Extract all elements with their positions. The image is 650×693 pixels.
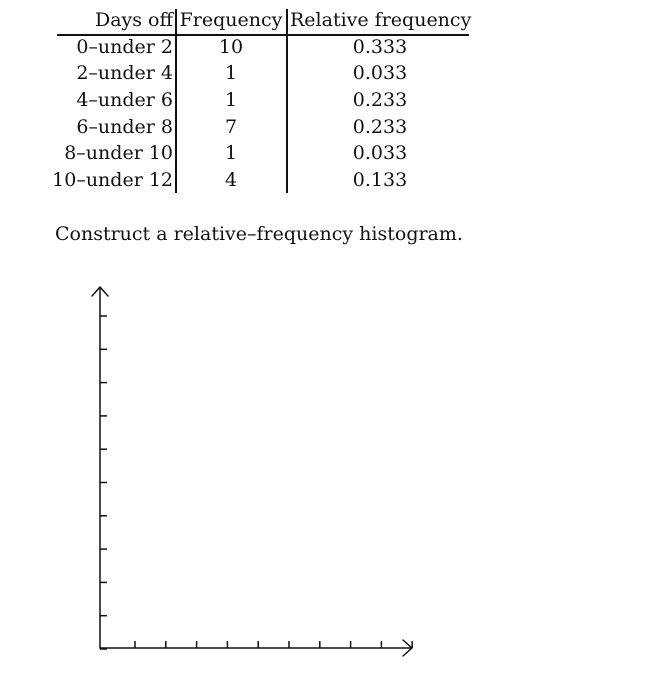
table-row-1-relative-frequency: 0.033 [352,62,408,84]
table-row-3-frequency: 7 [224,116,238,138]
table-row-5-frequency: 4 [224,169,238,191]
table-row-3-relative-frequency: 0.233 [352,116,408,138]
table-row-2-days-off: 4–under 6 [76,89,173,111]
table-row-4-relative-frequency: 0.033 [352,142,408,164]
table-row-5-days-off: 10–under 12 [52,169,173,191]
table-row-4-frequency: 1 [224,142,238,164]
table-row-1-days-off: 2–under 4 [76,62,173,84]
header-days-off: Days off [94,9,173,31]
table-row-1-frequency: 1 [224,62,238,84]
table-row-2-frequency: 1 [224,89,238,111]
instruction-text: Construct a relative–frequency histogram. [55,223,463,245]
table-row-5-relative-frequency: 0.133 [352,169,408,191]
table-row-0-relative-frequency: 0.333 [352,36,408,58]
table-row-0-days-off: 0–under 2 [76,36,173,58]
header-frequency: Frequency [179,9,283,31]
table-row-2-relative-frequency: 0.233 [352,89,408,111]
header-relative-frequency: Relative frequency [290,9,472,31]
table-row-4-days-off: 8–under 10 [64,142,173,164]
table-row-3-days-off: 6–under 8 [76,116,173,138]
table-row-0-frequency: 10 [218,36,244,58]
